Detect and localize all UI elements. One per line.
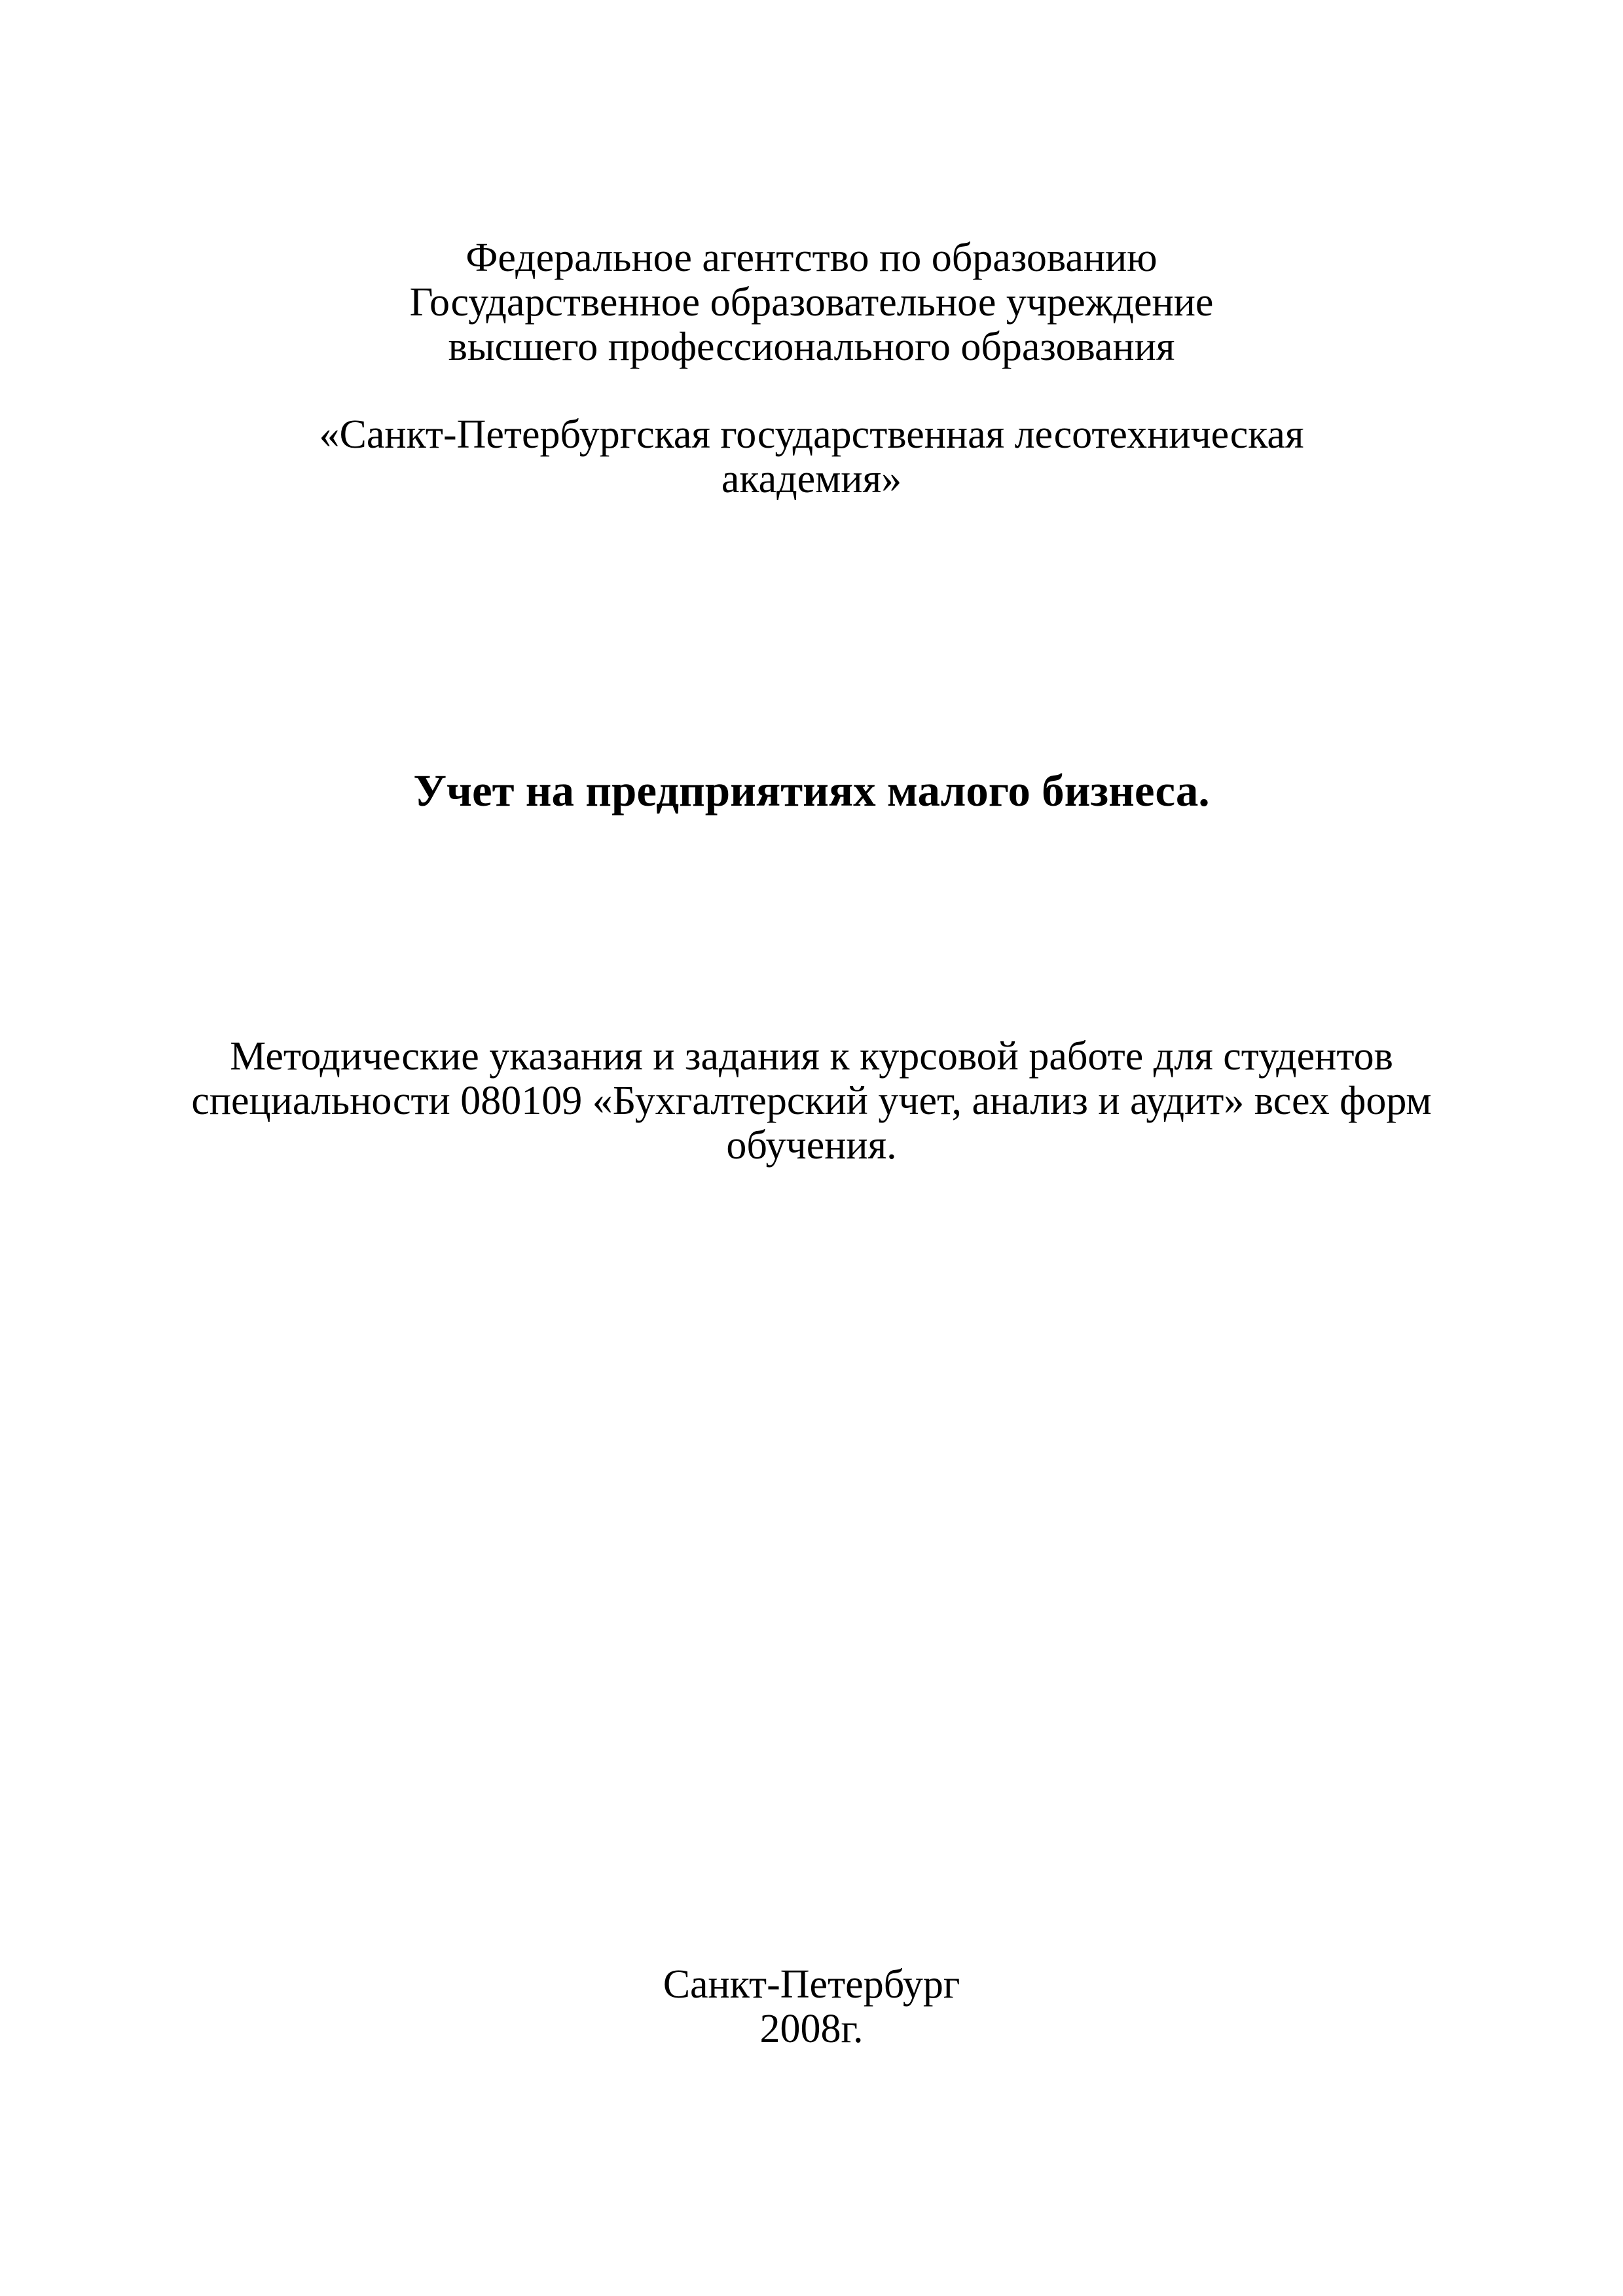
agency-name: Федеральное агентство по образованию (465, 236, 1158, 280)
year: 2008г. (759, 2007, 864, 2051)
description-line3: обучения. (726, 1123, 897, 1168)
institution-type: Государственное образовательное учреждение (409, 280, 1214, 325)
document-title: Учет на предприятиях малого бизнеса. (413, 766, 1210, 816)
academy-name-line1: «Санкт-Петербургская государственная лесотехническая (319, 412, 1304, 457)
city: Санкт-Петербург (663, 1962, 960, 2007)
academy-name-line2: академия» (721, 457, 902, 501)
description-line2: специальности 080109 «Бухгалтерский учет, анализ и аудит» всех форм (191, 1079, 1432, 1123)
description-line1: Методические указания и задания к курсовой работе для студентов (230, 1034, 1393, 1079)
education-level: высшего профессионального образования (448, 325, 1175, 369)
